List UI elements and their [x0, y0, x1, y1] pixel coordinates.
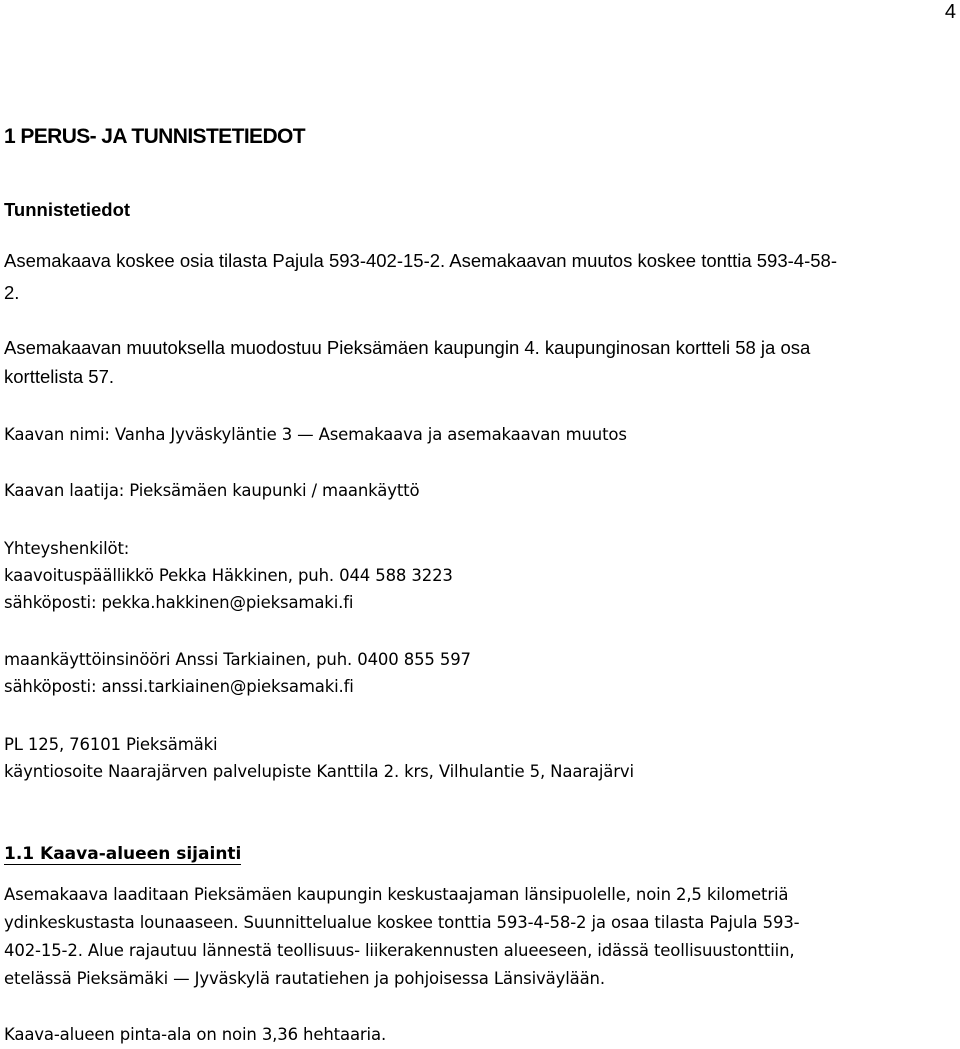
intro-paragraph-1-line-2: 2. [4, 282, 20, 303]
section-1-1-title: 1.1 Kaava-alueen sijainti [4, 844, 242, 864]
visiting-address: käyntiosoite Naarajärven palvelupiste Kanttila 2. krs, Vilhulantie 5, Naarajärvi [4, 762, 634, 781]
plan-name: Kaavan nimi: Vanha Jyväskyläntie 3 — Asemakaava ja asemakaavan muutos [4, 425, 627, 444]
main-heading: 1 PERUS- JA TUNNISTETIEDOT [4, 125, 305, 148]
plan-author: Kaavan laatija: Pieksämäen kaupunki / maankäyttö [4, 481, 420, 500]
postal-address: PL 125, 76101 Pieksämäki [4, 735, 218, 754]
contact-1-email: sähköposti: pekka.hakkinen@pieksamaki.fi [4, 593, 354, 612]
intro-paragraph-2-line-2: korttelista 57. [4, 366, 115, 387]
plan-area-size: Kaava-alueen pinta-ala on noin 3,36 hehtaaria. [4, 1025, 387, 1044]
intro-paragraph-1-line-1: Asemakaava koskee osia tilasta Pajula 593-402-15-2. Asemakaavan muutos koskee tonttia 593-4-58- [4, 250, 837, 271]
location-paragraph-line-4: etelässä Pieksämäki — Jyväskylä rautatiehen ja pohjoisessa Länsiväylään. [4, 969, 605, 988]
location-paragraph-line-3: 402-15-2. Alue rajautuu lännestä teollisuus- liikerakennusten alueeseen, idässä teollisuustonttiin, [4, 941, 795, 960]
contact-2-email: sähköposti: anssi.tarkiainen@pieksamaki.fi [4, 677, 354, 696]
contact-2-title-phone: maankäyttöinsinööri Anssi Tarkiainen, puh. 0400 855 597 [4, 650, 471, 669]
contact-1-title-phone: kaavoituspäällikkö Pekka Häkkinen, puh. 044 588 3223 [4, 566, 453, 585]
page-number: 4 [944, 1, 956, 23]
identification-heading: Tunnistetiedot [4, 199, 131, 220]
location-paragraph-line-1: Asemakaava laaditaan Pieksämäen kaupungin keskustaajaman länsipuolelle, noin 2,5 kilometriä [4, 885, 789, 904]
intro-paragraph-2-line-1: Asemakaavan muutoksella muodostuu Pieksämäen kaupungin 4. kaupunginosan kortteli 58 ja osa [4, 337, 811, 358]
contacts-label: Yhteyshenkilöt: [4, 539, 130, 558]
location-paragraph-line-2: ydinkeskustasta lounaaseen. Suunnittelualue koskee tonttia 593-4-58-2 ja osaa tilasta Pajula 593- [4, 913, 800, 932]
